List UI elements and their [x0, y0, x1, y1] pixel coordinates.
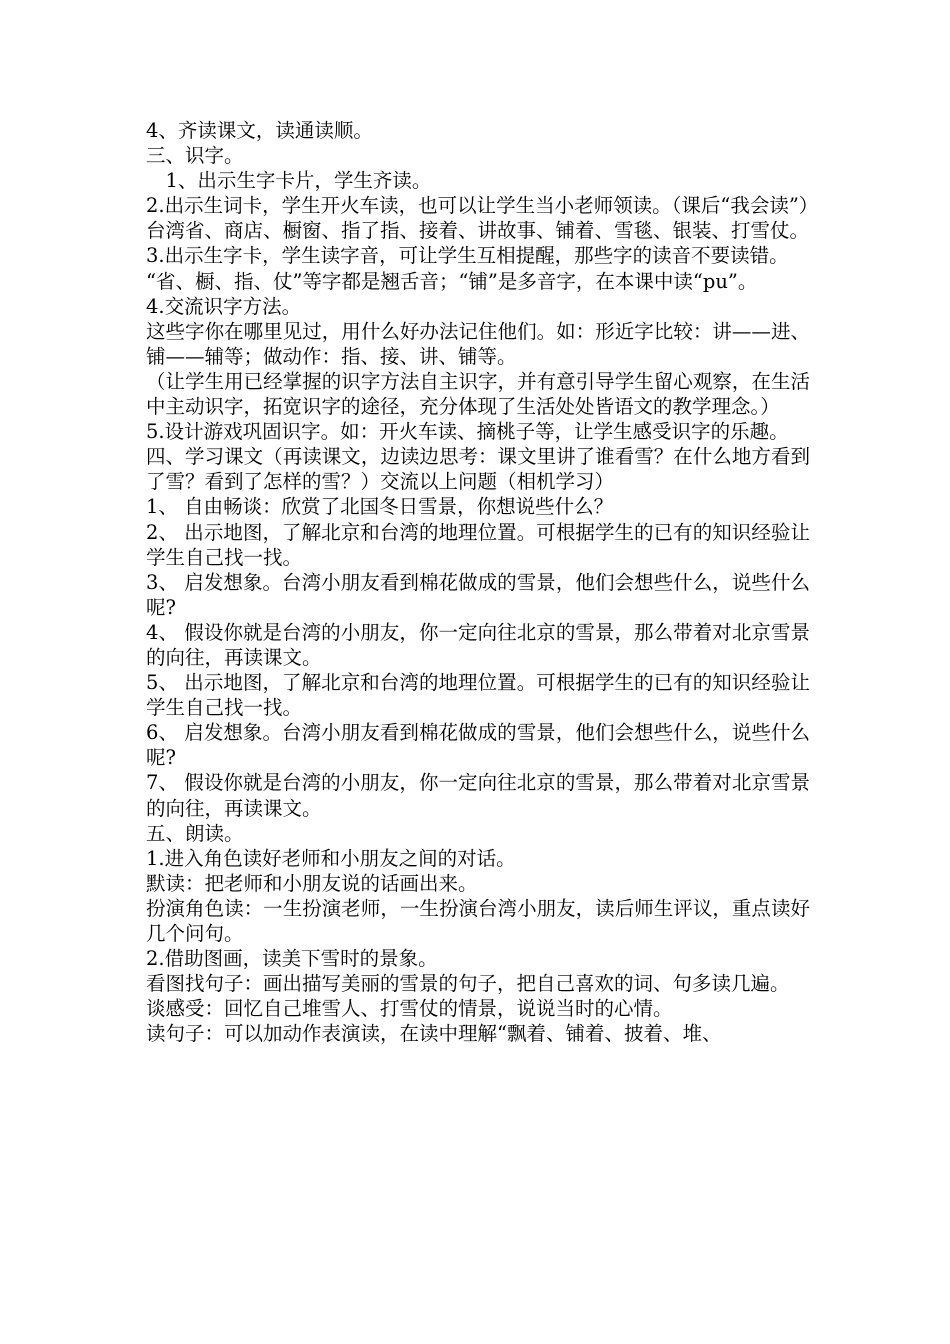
- list-item: 6、 启发想象。台湾小朋友看到棉花做成的雪景，他们会想些什么，说些什么呢?: [146, 721, 810, 770]
- list-item: 3、 启发想象。台湾小朋友看到棉花做成的雪景，他们会想些什么，说些什么呢?: [146, 570, 810, 619]
- paragraph: 默读：把老师和小朋友说的话画出来。: [146, 871, 478, 895]
- paragraph: 扮演角色读：一生扮演老师，一生扮演台湾小朋友，读后师生评议，重点读好几个问句。: [146, 896, 810, 945]
- paragraph: 谈感受：回忆自己堆雪人、打雪仗的情景，说说当时的心情。: [146, 997, 673, 1021]
- paragraph: 2.出示生词卡，学生开火车读，也可以让学生当小老师领读。（课后“我会读”）: [146, 194, 819, 218]
- list-item: 2、 出示地图，了解北京和台湾的地理位置。可根据学生的已有的知识经验让学生自己找一找。: [146, 520, 810, 569]
- paragraph: （让学生用已经掌握的识字方法自主识字，并有意引导学生留心观察，在生活中主动识字，拓宽识字的途径，充分体现了生活处处皆语文的教学理念。）: [146, 369, 810, 419]
- paragraph: 4、齐读课文，读通读顺。: [146, 119, 373, 142]
- paragraph: 读句子：可以加动作表演读，在读中理解“飘着、铺着、披着、堆、: [146, 1022, 722, 1046]
- list-item: 7、 假设你就是台湾的小朋友，你一定向往北京的雪景，那么带着对北京雪景的向往，再读课文。: [146, 771, 810, 820]
- paragraph: 5.设计游戏巩固识字。如：开火车读、摘桃子等，让学生感受识字的乐趣。: [146, 420, 789, 444]
- paragraph: 4.交流识字方法。: [146, 294, 302, 318]
- section-heading: 三、识字。: [146, 144, 244, 168]
- paragraph: 看图找句子：画出描写美丽的雪景的句子，把自己喜欢的词、句多读几遍。: [146, 972, 790, 996]
- paragraph: 1、出示生字卡片，学生齐读。: [146, 169, 432, 193]
- paragraph: 2.借助图画，读美下雪时的景象。: [146, 947, 438, 971]
- paragraph: 3.出示生字卡，学生读字音，可让学生互相提醒，那些字的读音不要读错。: [146, 244, 789, 268]
- list-item: 1、 自由畅谈：欣赏了北国冬日雪景，你想说些什么？: [146, 495, 614, 519]
- list-item: 4、 假设你就是台湾的小朋友，你一定向往北京的雪景，那么带着对北京雪景的向往，再读课文。: [146, 620, 810, 669]
- paragraph: 这些字你在哪里见过，用什么好办法记住他们。如：形近字比较：讲——进、铺——辅等；做动作：指、接、讲、铺等。: [146, 319, 810, 368]
- paragraph: “省、橱、指、仗”等字都是翘舌音；“铺”是多音字，在本课中读“pu”。: [146, 269, 758, 293]
- document-body: [146, 118, 819, 1046]
- paragraph: 台湾省、商店、橱窗、指了指、接着、讲故事、铺着、雪毯、银装、打雪仗。: [146, 219, 810, 243]
- paragraph: 1.进入角色读好老师和小朋友之间的对话。: [146, 846, 516, 870]
- list-item: 5、 出示地图，了解北京和台湾的地理位置。可根据学生的已有的知识经验让学生自己找一找。: [146, 671, 810, 720]
- section-heading: 四、学习课文（再读课文，边读边思考：课文里讲了谁看雪？在什么地方看到了雪？看到了怎样的雪？）交流以上问题（相机学习）: [146, 445, 810, 494]
- section-heading: 五、朗读。: [146, 821, 244, 845]
